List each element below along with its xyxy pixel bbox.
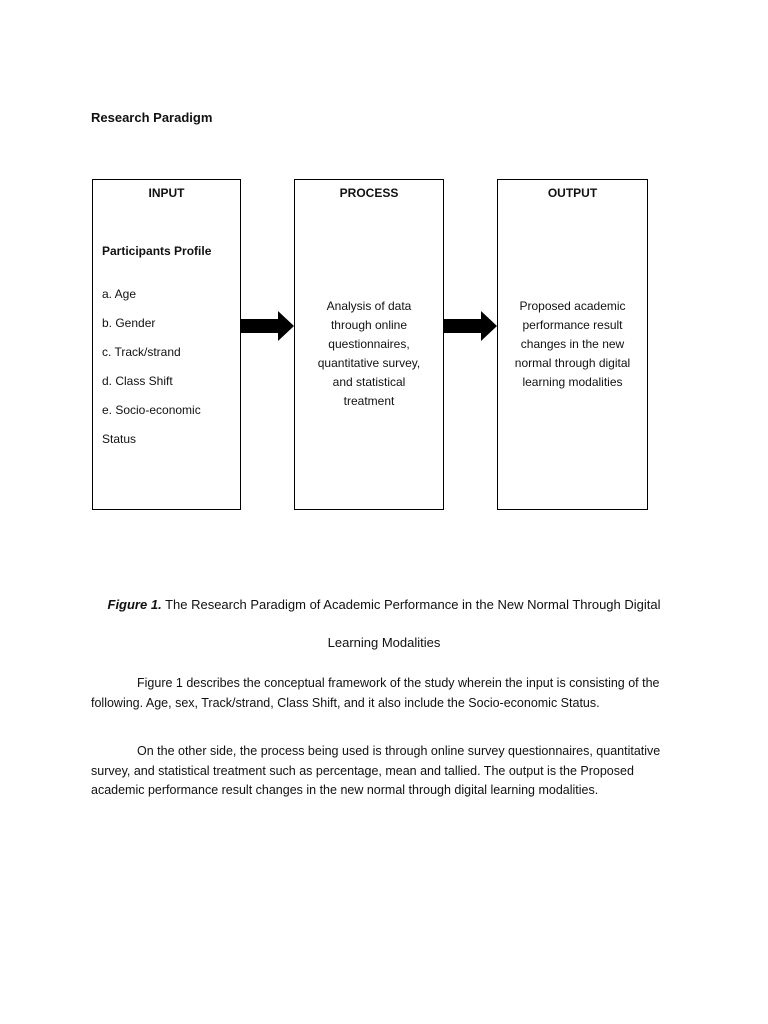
output-line: learning modalities: [522, 375, 623, 389]
output-box: [497, 179, 648, 510]
input-list-item: e. Socio-economic: [102, 403, 201, 417]
input-subheading: Participants Profile: [102, 244, 212, 258]
figure-label: Figure 1.: [107, 597, 162, 612]
process-box: [294, 179, 444, 510]
figure-caption: [0, 586, 768, 662]
body-paragraph: [91, 742, 681, 801]
process-line: quantitative survey,: [317, 356, 421, 370]
output-line: normal through digital: [514, 356, 631, 370]
output-line: changes in the new: [520, 337, 625, 351]
output-box-text: [506, 297, 639, 392]
input-list-item: d. Class Shift: [102, 374, 173, 388]
process-line: Analysis of data: [326, 299, 412, 313]
process-box-text: [303, 297, 435, 411]
output-box-title: OUTPUT: [547, 186, 598, 200]
section-heading: Research Paradigm: [91, 110, 213, 125]
process-box-title: PROCESS: [339, 186, 399, 200]
paragraph-text: Figure 1 describes the conceptual framework of the study wherein the input is consisting of the following. Age, sex, Track/strand, Class Shift, and it also include the Socio-economic Status.: [91, 676, 660, 710]
output-line: performance result: [522, 318, 623, 332]
output-line: Proposed academic: [519, 299, 626, 313]
right-arrow-icon: [444, 311, 497, 341]
arrow-shape: [444, 311, 497, 341]
caption-line-1: [0, 586, 768, 624]
process-line: treatment: [343, 394, 395, 408]
body-paragraph: [91, 674, 681, 713]
input-box: [92, 179, 241, 510]
caption-text: The Research Paradigm of Academic Performance in the New Normal Through Digital: [161, 597, 661, 612]
input-list: [102, 280, 201, 454]
right-arrow-icon: [241, 311, 294, 341]
arrow-shape: [241, 311, 294, 341]
process-line: and statistical: [332, 375, 406, 389]
input-list-item: c. Track/strand: [102, 345, 181, 359]
input-list-item: b. Gender: [102, 316, 156, 330]
caption-line-2: Learning Modalities: [327, 635, 441, 650]
process-line: through online: [330, 318, 408, 332]
paragraph-text: On the other side, the process being used is through online survey questionnaires, quantitative survey, and statistical treatment such as percentage, mean and tallied. The output is the Proposed academic performance result changes in the new normal through digital learning modalities.: [91, 744, 661, 797]
input-list-item: a. Age: [102, 287, 137, 301]
process-line: questionnaires,: [328, 337, 410, 351]
input-list-item: Status: [102, 432, 137, 446]
input-box-title: INPUT: [148, 186, 185, 200]
